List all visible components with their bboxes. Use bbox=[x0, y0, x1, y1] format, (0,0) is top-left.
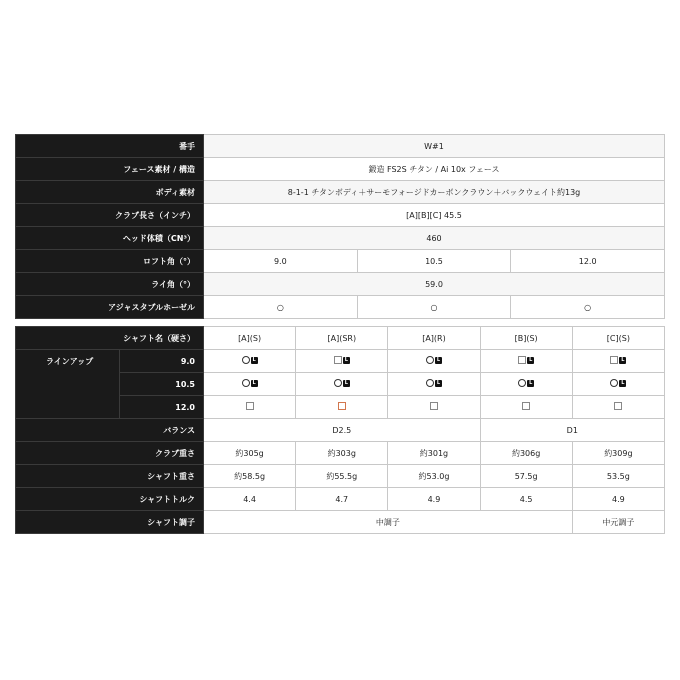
circle-l-icon: L bbox=[518, 379, 534, 387]
club-weight-label: クラブ重さ bbox=[16, 442, 204, 465]
club-weight: 約306g bbox=[480, 442, 572, 465]
hosel-symbol: ○ bbox=[357, 296, 511, 319]
shaft-weight: 57.5g bbox=[480, 465, 572, 488]
balance-value: D2.5 bbox=[204, 419, 481, 442]
shaft-name: [A](SR) bbox=[296, 327, 388, 350]
spec-value-count: W#1 bbox=[204, 135, 665, 158]
kick-value: 中調子 bbox=[204, 511, 573, 534]
table-row bbox=[16, 273, 665, 296]
hosel-symbol: ○ bbox=[511, 296, 665, 319]
table-row bbox=[16, 181, 665, 204]
shaft-name: [A](S) bbox=[204, 327, 296, 350]
table-row bbox=[16, 419, 665, 442]
spec-table bbox=[15, 134, 665, 319]
club-weight: 約309g bbox=[572, 442, 664, 465]
shaft-weight: 約55.5g bbox=[296, 465, 388, 488]
spec-label-length: クラブ長さ（インチ） bbox=[16, 204, 204, 227]
lineup-label: ラインアップ bbox=[16, 350, 120, 419]
spec-label-hosel: アジャスタブルホーゼル bbox=[16, 296, 204, 319]
loft-value: 12.0 bbox=[511, 250, 665, 273]
table-row bbox=[16, 227, 665, 250]
table-row bbox=[16, 204, 665, 227]
lineup-loft: 9.0 bbox=[120, 350, 204, 373]
table-row bbox=[16, 465, 665, 488]
torque: 4.7 bbox=[296, 488, 388, 511]
square-icon bbox=[522, 402, 530, 410]
kick-label: シャフト調子 bbox=[16, 511, 204, 534]
table-row bbox=[16, 488, 665, 511]
circle-l-icon: L bbox=[242, 356, 258, 364]
square-l-icon: L bbox=[334, 356, 350, 364]
circle-l-icon: L bbox=[426, 356, 442, 364]
spec-label-volume: ヘッド体積（CN³） bbox=[16, 227, 204, 250]
lineup-loft: 10.5 bbox=[120, 373, 204, 396]
square-l-icon: L bbox=[610, 356, 626, 364]
spec-label-loft: ロフト角（°） bbox=[16, 250, 204, 273]
loft-value: 10.5 bbox=[357, 250, 511, 273]
spec-value-volume: 460 bbox=[204, 227, 665, 250]
shaft-name-label: シャフト名（硬さ） bbox=[16, 327, 204, 350]
club-weight: 約305g bbox=[204, 442, 296, 465]
table-row bbox=[16, 296, 665, 319]
balance-value: D1 bbox=[480, 419, 664, 442]
shaft-weight-label: シャフト重さ bbox=[16, 465, 204, 488]
loft-value: 9.0 bbox=[204, 250, 358, 273]
table-row bbox=[16, 511, 665, 534]
kick-value: 中元調子 bbox=[572, 511, 664, 534]
balance-label: バランス bbox=[16, 419, 204, 442]
spec-label-face: フェース素材 / 構造 bbox=[16, 158, 204, 181]
club-weight: 約303g bbox=[296, 442, 388, 465]
shaft-name: [A](R) bbox=[388, 327, 480, 350]
shaft-weight: 53.5g bbox=[572, 465, 664, 488]
torque: 4.9 bbox=[572, 488, 664, 511]
shaft-name: [B](S) bbox=[480, 327, 572, 350]
table-row bbox=[16, 158, 665, 181]
circle-l-icon: L bbox=[426, 379, 442, 387]
square-icon bbox=[614, 402, 622, 410]
table-row bbox=[16, 250, 665, 273]
shaft-name: [C](S) bbox=[572, 327, 664, 350]
torque: 4.5 bbox=[480, 488, 572, 511]
spec-label-body: ボディ素材 bbox=[16, 181, 204, 204]
shaft-weight: 約53.0g bbox=[388, 465, 480, 488]
table-row bbox=[16, 327, 665, 350]
club-weight: 約301g bbox=[388, 442, 480, 465]
square-icon bbox=[338, 402, 346, 410]
circle-l-icon: L bbox=[334, 379, 350, 387]
torque: 4.9 bbox=[388, 488, 480, 511]
spec-value-face: 鍛造 FS2S チタン / Ai 10x フェース bbox=[204, 158, 665, 181]
table-row bbox=[16, 350, 665, 373]
table-row bbox=[16, 442, 665, 465]
hosel-symbol: ○ bbox=[204, 296, 358, 319]
lie-value: 59.0 bbox=[204, 273, 665, 296]
spec-label-count: 番手 bbox=[16, 135, 204, 158]
table-row bbox=[16, 135, 665, 158]
square-icon bbox=[430, 402, 438, 410]
square-l-icon: L bbox=[518, 356, 534, 364]
torque-label: シャフトトルク bbox=[16, 488, 204, 511]
shaft-weight: 約58.5g bbox=[204, 465, 296, 488]
square-icon bbox=[246, 402, 254, 410]
lineup-loft: 12.0 bbox=[120, 396, 204, 419]
shaft-table bbox=[15, 326, 665, 534]
circle-l-icon: L bbox=[610, 379, 626, 387]
spec-label-lie: ライ角（°） bbox=[16, 273, 204, 296]
torque: 4.4 bbox=[204, 488, 296, 511]
circle-l-icon: L bbox=[242, 379, 258, 387]
spec-value-body: 8-1-1 チタンボディ＋サーモフォージドカーボンクラウン＋バックウェイト約13g bbox=[204, 181, 665, 204]
spec-value-length: [A][B][C] 45.5 bbox=[204, 204, 665, 227]
